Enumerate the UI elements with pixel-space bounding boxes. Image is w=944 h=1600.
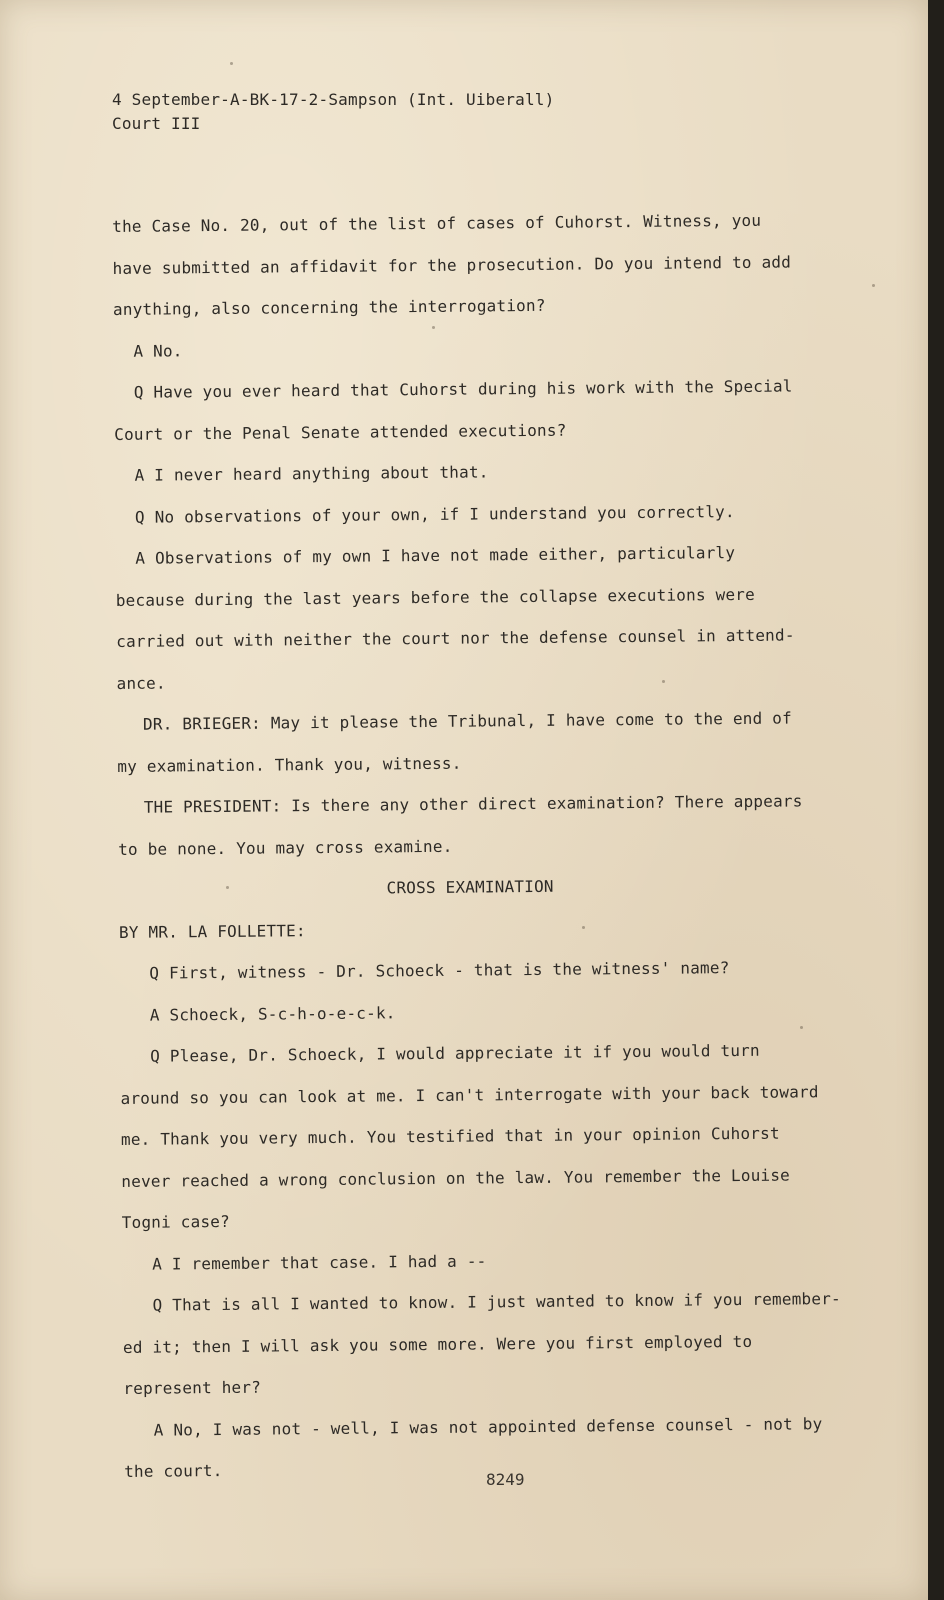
scan-edge bbox=[928, 0, 944, 1600]
transcript-line: Court or the Penal Senate attended executions? bbox=[114, 420, 567, 444]
transcript-answer: A Observations of my own I have not made either, particularly bbox=[135, 543, 736, 568]
transcript-line: represent her? bbox=[123, 1377, 262, 1398]
paper-speck bbox=[432, 326, 435, 329]
paper-speck bbox=[800, 1026, 803, 1029]
transcript-question: Q First, witness - Dr. Schoeck - that is the witness' name? bbox=[149, 958, 730, 983]
section-heading-cross-examination: CROSS EXAMINATION bbox=[386, 876, 554, 898]
transcript-body bbox=[112, 199, 843, 1492]
transcript-question: Q That is all I wanted to know. I just wanted to know if you remember- bbox=[152, 1289, 841, 1315]
transcript-answer: A I never heard anything about that. bbox=[134, 462, 489, 485]
transcript-line: my examination. Thank you, witness. bbox=[117, 753, 462, 776]
transcript-line: the court. bbox=[124, 1460, 223, 1481]
paper-speck bbox=[230, 62, 233, 65]
paper-speck bbox=[662, 680, 665, 683]
paper-speck bbox=[872, 284, 875, 287]
transcript-answer: A Schoeck, S-c-h-o-e-c-k. bbox=[149, 1002, 396, 1025]
transcript-line: carried out with neither the court nor the defense counsel in attend- bbox=[116, 625, 795, 651]
document-header bbox=[112, 88, 554, 136]
header-court-line: Court III bbox=[112, 114, 201, 133]
transcript-line: ance. bbox=[116, 673, 166, 693]
transcript-answer: A No, I was not - well, I was not appointed defense counsel - not by bbox=[153, 1413, 823, 1440]
transcript-line: me. Thank you very much. You testified that in your opinion Cuhorst bbox=[120, 1123, 780, 1149]
transcript-line: anything, also concerning the interrogation? bbox=[112, 295, 546, 319]
examiner-line: BY MR. LA FOLLETTE: bbox=[118, 920, 306, 942]
transcript-answer: A No. bbox=[133, 340, 183, 361]
transcript-answer: A I remember that case. I had a -- bbox=[152, 1250, 487, 1274]
transcript-line: to be none. You may cross examine. bbox=[118, 836, 453, 859]
speaker-president: THE PRESIDENT: Is there any other direct examination? There appears bbox=[143, 791, 803, 817]
speaker-brieger: DR. BRIEGER: May it please the Tribunal, I have come to the end of bbox=[142, 708, 793, 734]
transcript-line: around so you can look at me. I can't interrogate with your back toward bbox=[120, 1081, 819, 1108]
page-number: 8249 bbox=[486, 1470, 525, 1489]
transcript-line: the Case No. 20, out of the list of cases of Cuhorst. Witness, you bbox=[112, 210, 762, 236]
transcript-question: Q Please, Dr. Schoeck, I would appreciate it if you would turn bbox=[150, 1040, 760, 1066]
transcript-line: because during the last years before the collapse executions were bbox=[115, 584, 755, 610]
transcript-question: Q Have you ever heard that Cuhorst during his work with the Special bbox=[133, 376, 793, 402]
transcript-question: Q No observations of your own, if I understand you correctly. bbox=[134, 501, 735, 527]
transcript-line: Togni case? bbox=[121, 1211, 231, 1232]
paper-speck bbox=[582, 926, 585, 929]
transcript-line: never reached a wrong conclusion on the law. You remember the Louise bbox=[121, 1165, 791, 1191]
transcript-line: have submitted an affidavit for the prosecution. Do you intend to add bbox=[112, 251, 792, 278]
paper-speck bbox=[226, 886, 229, 889]
header-session-line: 4 September-A-BK-17-2-Sampson (Int. Uiberall) bbox=[112, 90, 555, 109]
transcript-line: ed it; then I will ask you some more. Were you first employed to bbox=[122, 1331, 753, 1357]
